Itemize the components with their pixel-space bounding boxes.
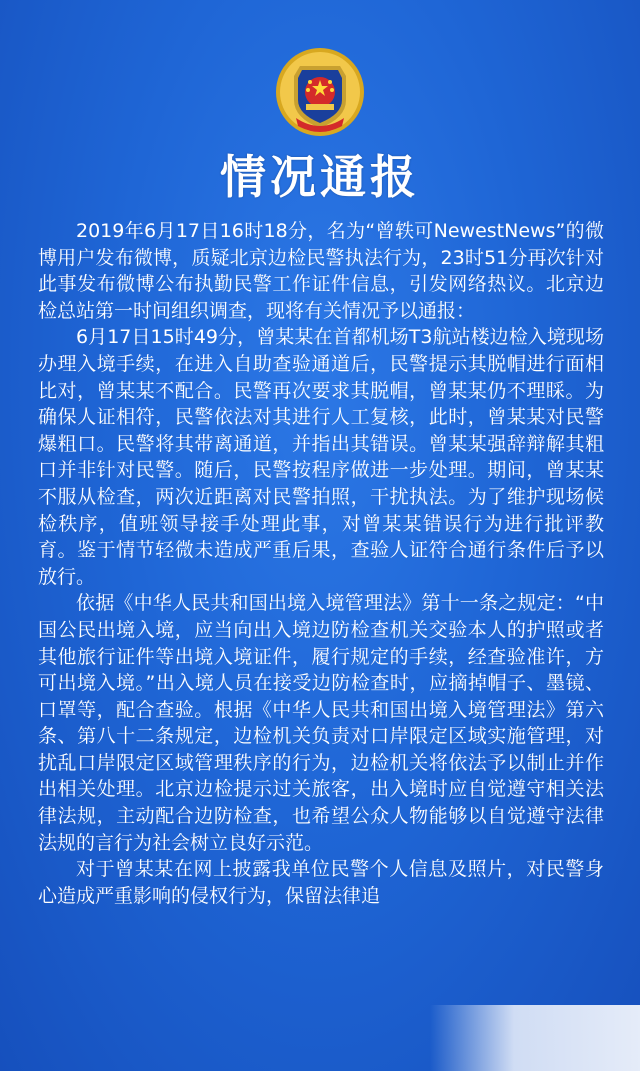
paragraph-4: 对于曾某某在网上披露我单位民警个人信息及照片，对民警身心造成严重影响的侵权行为，保留法律追	[38, 858, 604, 907]
report-body	[38, 218, 604, 909]
page-title: 情况通报	[220, 150, 420, 204]
paragraph-3: 依据《中华人民共和国出境入境管理法》第十一条之规定：“中国公民出境入境，应当向出入境边防检查机关交验本人的护照或者其他旅行证件等出境入境证件，履行规定的手续，经查验准许，方可出境入境。”出入境人员在接受边防检查时，应摘掉帽子、墨镜、口罩等，配合查验。根据《中华人民共和国出境入境管理法》第六条、第八十二条规定，边检机关负责对口岸限定区域实施管理，对扰乱口岸限定区域管理秩序的行为，边检机关将依法予以制止并作出相关处理。北京边检提示过关旅客，出入境时应自觉遵守相关法律法规，主动配合边防检查，也希望公众人物能够以自觉遵守法律法规的言行为社会树立良好示范。	[38, 592, 604, 854]
bottom-right-fade-overlay	[430, 1005, 640, 1071]
police-emblem-icon	[270, 42, 370, 142]
paragraph-2: 6月17日15时49分，曾某某在首都机场T3航站楼边检入境现场办理入境手续，在进入自助查验通道后，民警提示其脱帽进行面相比对，曾某某不配合。民警再次要求其脱帽，曾某某仍不理睬。为确保人证相符，民警依法对其进行人工复核，此时，曾某某对民警爆粗口。民警将其带离通道，并指出其错误。曾某某强辞辩解其粗口并非针对民警。随后，民警按程序做进一步处理。期间，曾某某不服从检查，两次近距离对民警拍照，干扰执法。为了维护现场候检秩序，值班领导接手处理此事，对曾某某错误行为进行批评教育。鉴于情节轻微未造成严重后果，查验人证符合通行条件后予以放行。	[38, 326, 604, 588]
paragraph-1: 2019年6月17日16时18分，名为“曾轶可NewestNews”的微博用户发布微博，质疑北京边检民警执法行为，23时51分再次针对此事发布微博公布执勤民警工作证件信息，引发网络热议。北京边检总站第一时间组织调查，现将有关情况予以通报：	[38, 220, 604, 322]
